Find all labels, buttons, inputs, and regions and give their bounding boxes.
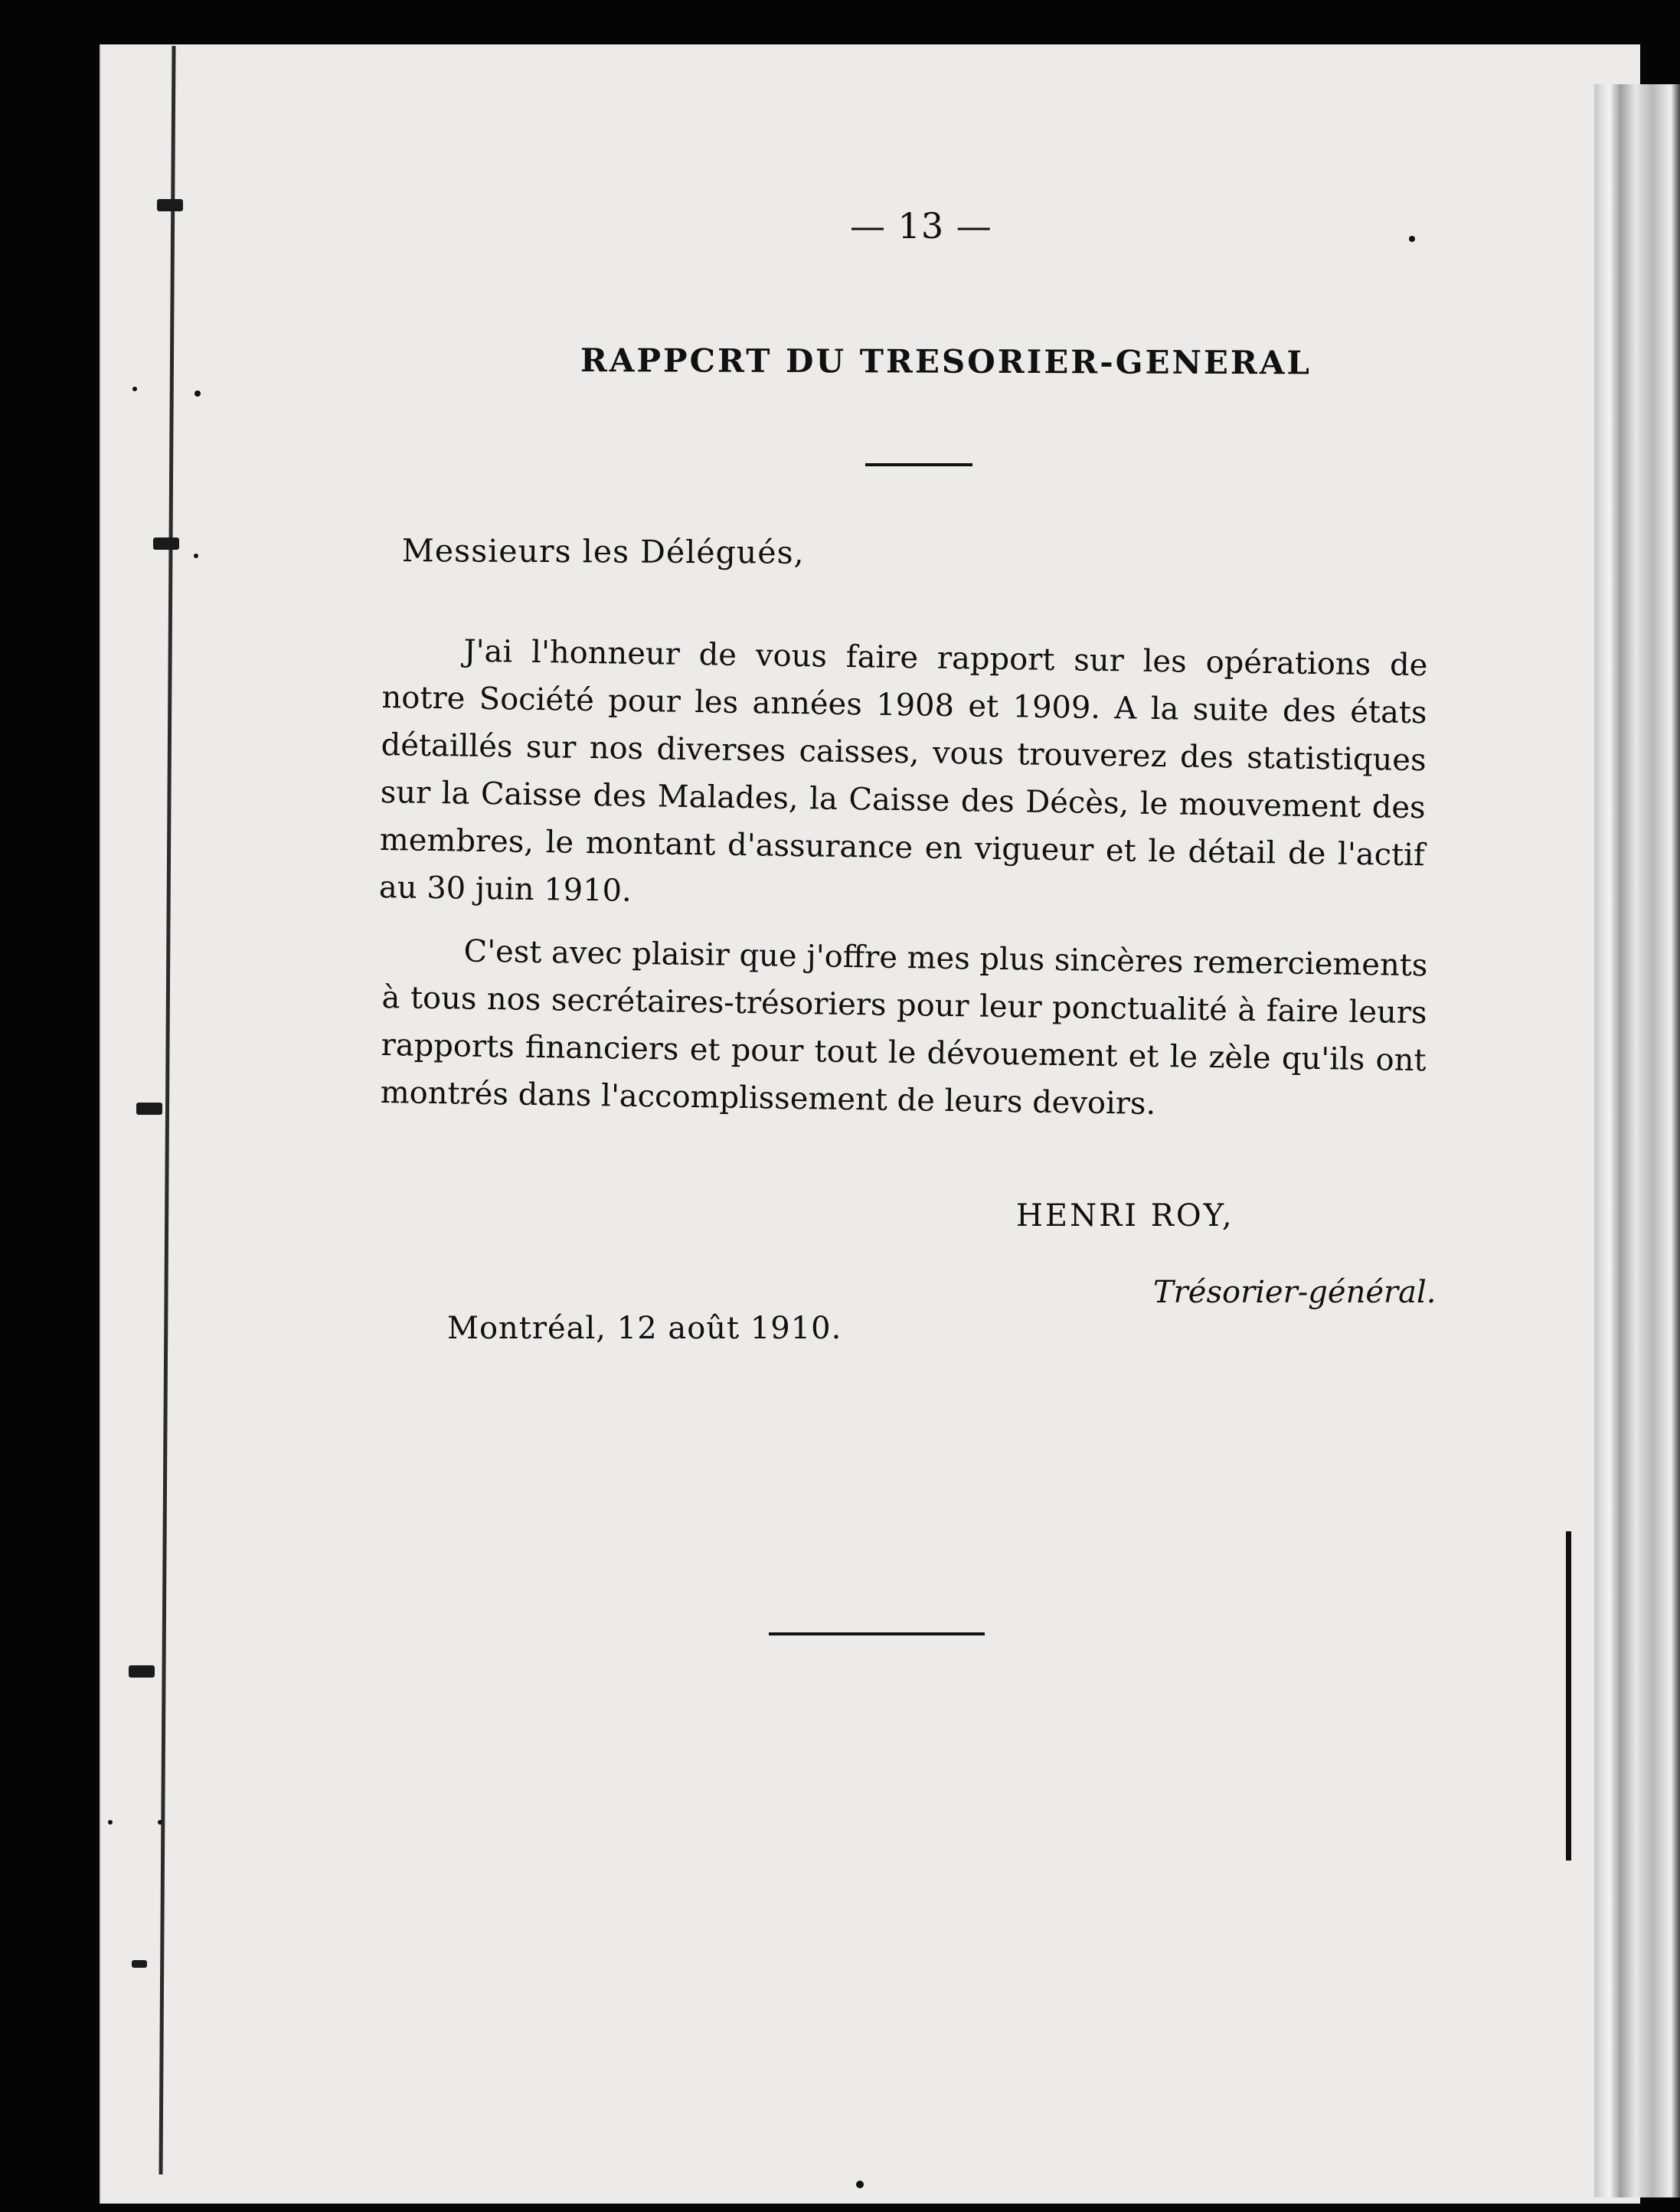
title-rule [865,463,972,466]
paragraph-text: C'est avec plaisir que j'offre mes plus sincères remerciements à tous nos secrétaires-trésoriers pour leur ponctualité à faire leurs rapports financiers et pour tout le dévouement et le zèle qu'ils ont montrés dans l'accomplissement de leurs devoirs. [380,933,1428,1122]
ink-speck [132,387,137,391]
paragraph-text: J'ai l'honneur de vous faire rapport sur les opérations de notre Société pour les années 1908 et 1909. A la suite des états détaillés sur nos diverses caisses, vous trouverez des statistiques sur la Caisse des Malades, la Caisse des Décès, le mouvement des membres, le montant d'assurance en vigueur et le détail de l'actif au 30 juin 1910. [378,633,1428,909]
ink-speck [194,390,201,397]
report-title: RAPPCRT DU TRESORIER-GENERAL [580,341,1312,382]
ink-speck [1409,236,1415,242]
binding-mark-top [157,199,183,211]
salutation: Messieurs les Délégués, [401,532,805,571]
end-rule [769,1632,985,1635]
binding-mark-upper [153,537,179,550]
page-shadow-strip [1566,1531,1571,1861]
signature-name: HENRI ROY, [1016,1198,1234,1233]
report-paragraph-1 [378,626,1427,926]
signature-title: Trésorier-général. [1153,1275,1436,1310]
place-date: Montréal, 12 août 1910. [447,1311,842,1346]
binding-mark-lower [129,1665,155,1678]
binding-mark-middle [136,1103,162,1115]
page-stack-edge [1594,84,1680,2197]
ink-speck [194,554,198,558]
page-number: — 13 — [850,205,992,247]
ink-speck [856,2181,864,2188]
report-paragraph-2 [380,926,1428,1132]
ink-speck [108,1820,113,1825]
binding-mark-bottom [132,1960,147,1968]
ink-speck [158,1820,162,1825]
